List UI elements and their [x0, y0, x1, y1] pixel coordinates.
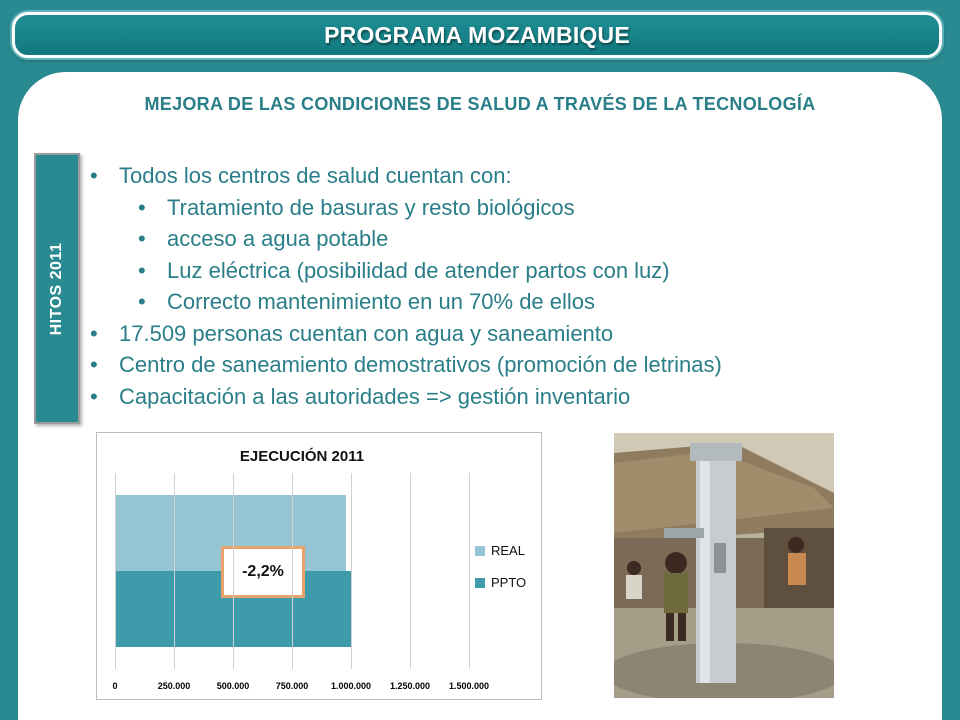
side-tab	[34, 153, 80, 424]
bullet-item: • 17.509 personas cuentan con agua y saneamiento	[88, 318, 722, 350]
chart-title: EJECUCIÓN 2011	[239, 448, 365, 465]
slide-subtitle: MEJORA DE LAS CONDICIONES DE SALUD A TRAVÉS DE LA TECNOLOGÍA	[144, 94, 816, 114]
chart-annotation: -2,2%	[221, 546, 305, 598]
x-tick-label: 1.500.000	[448, 681, 490, 691]
bullet-item: • Todos los centros de salud cuentan con:	[88, 160, 722, 192]
bullet-item: • Capacitación a las autoridades => gestión inventario	[88, 381, 722, 413]
photo-illustration	[614, 433, 834, 698]
grid-line	[410, 473, 411, 669]
legend-item-real	[475, 543, 525, 558]
grid-line	[351, 473, 352, 669]
x-tick-label: 500.000	[216, 681, 250, 691]
x-tick-label: 1.000.000	[330, 681, 372, 691]
sub-bullet-item: • Tratamiento de basuras y resto biológicos	[136, 192, 722, 224]
grid-line	[174, 473, 175, 669]
legend-label-real: REAL	[491, 543, 525, 558]
x-tick-label: 750.000	[275, 681, 309, 691]
x-tick-label: 0	[112, 681, 118, 691]
page-title: PROGRAMA MOZAMBIQUE	[324, 21, 630, 48]
x-tick-label: 250.000	[157, 681, 191, 691]
grid-line	[115, 473, 116, 669]
legend-item-ppto	[475, 575, 526, 590]
sub-bullet-item: • Luz eléctrica (posibilidad de atender partos con luz)	[136, 255, 722, 287]
title-bar	[12, 12, 942, 58]
grid-line	[469, 473, 470, 669]
sub-bullet-item: • Correcto mantenimiento en un 70% de ellos	[136, 286, 722, 318]
water-pump-photo	[614, 433, 834, 698]
grid-line	[233, 473, 234, 669]
bullet-list	[88, 160, 722, 412]
execution-chart	[96, 432, 542, 700]
grid-line	[292, 473, 293, 669]
side-tab-label: HITOS 2011	[48, 242, 65, 335]
x-tick-label: 1.250.000	[389, 681, 431, 691]
legend-swatch-ppto	[475, 578, 485, 588]
legend-label-ppto: PPTO	[491, 575, 527, 590]
legend-swatch-real	[475, 546, 485, 556]
bullet-item: • Centro de saneamiento demostrativos (promoción de letrinas)	[88, 349, 722, 381]
sub-bullet-item: • acceso a agua potable	[136, 223, 722, 255]
